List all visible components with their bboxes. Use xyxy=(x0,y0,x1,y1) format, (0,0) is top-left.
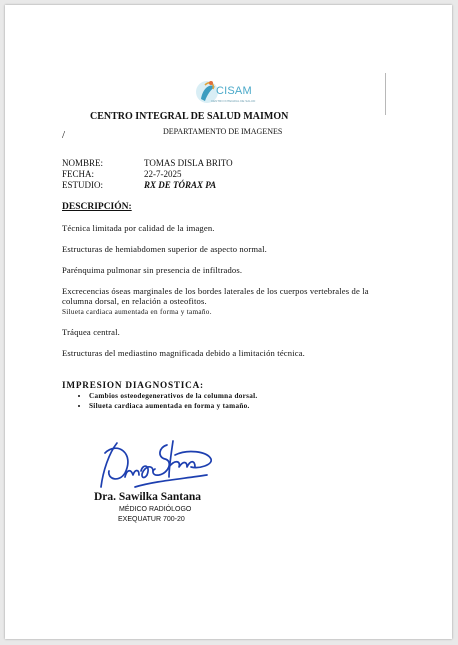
description-paragraph-3: Parénquima pulmonar sin presencia de infiltrados. xyxy=(62,265,243,275)
description-paragraph-5: Tráquea central. xyxy=(62,327,120,337)
date-label: FECHA: xyxy=(62,169,95,179)
description-paragraph-4-small: Silueta cardiaca aumentada en forma y tamaño. xyxy=(62,308,212,316)
logo-subtext: CENTRO INTEGRAL DE SALUD xyxy=(211,99,256,103)
signature-icon xyxy=(95,437,215,491)
document-page xyxy=(5,5,452,639)
name-value: TOMAS DISLA BRITO xyxy=(144,158,233,168)
description-paragraph-1: Técnica limitada por calidad de la imagen. xyxy=(62,223,215,233)
list-item: • Silueta cardiaca aumentada en forma y tamaño. xyxy=(89,401,258,411)
description-heading: DESCRIPCIÓN: xyxy=(62,202,132,212)
description-paragraph-4: Excrecencias óseas marginales de los bordes laterales de los cuerpos vertebrales de la columna dorsal, en relación a osteofitos. xyxy=(62,286,369,306)
impression-list xyxy=(75,391,258,411)
text-cursor-mark: / xyxy=(62,129,66,141)
doctor-role: MÉDICO RADIÓLOGO xyxy=(119,506,192,513)
study-value: RX DE TÓRAX PA xyxy=(144,180,217,190)
name-label: NOMBRE: xyxy=(62,158,104,168)
doctor-exequatur: EXEQUATUR 700-20 xyxy=(118,516,185,523)
study-label: ESTUDIO: xyxy=(62,180,103,190)
doctor-name: Dra. Sawilka Santana xyxy=(94,491,202,503)
date-value: 22-7-2025 xyxy=(144,169,182,179)
margin-line xyxy=(385,73,386,115)
description-paragraph-6: Estructuras del mediastino magnificada debido a limitación técnica. xyxy=(62,348,305,358)
center-title: CENTRO INTEGRAL DE SALUD MAIMON xyxy=(90,111,289,122)
logo-text: CISAM xyxy=(216,85,252,97)
list-item: • Cambios osteodegenerativos de la columna dorsal. xyxy=(89,391,258,401)
department-title: DEPARTAMENTO DE IMAGENES xyxy=(163,127,283,136)
impression-heading: IMPRESION DIAGNOSTICA: xyxy=(62,380,204,390)
description-paragraph-2: Estructuras de hemiabdomen superior de aspecto normal. xyxy=(62,244,267,254)
